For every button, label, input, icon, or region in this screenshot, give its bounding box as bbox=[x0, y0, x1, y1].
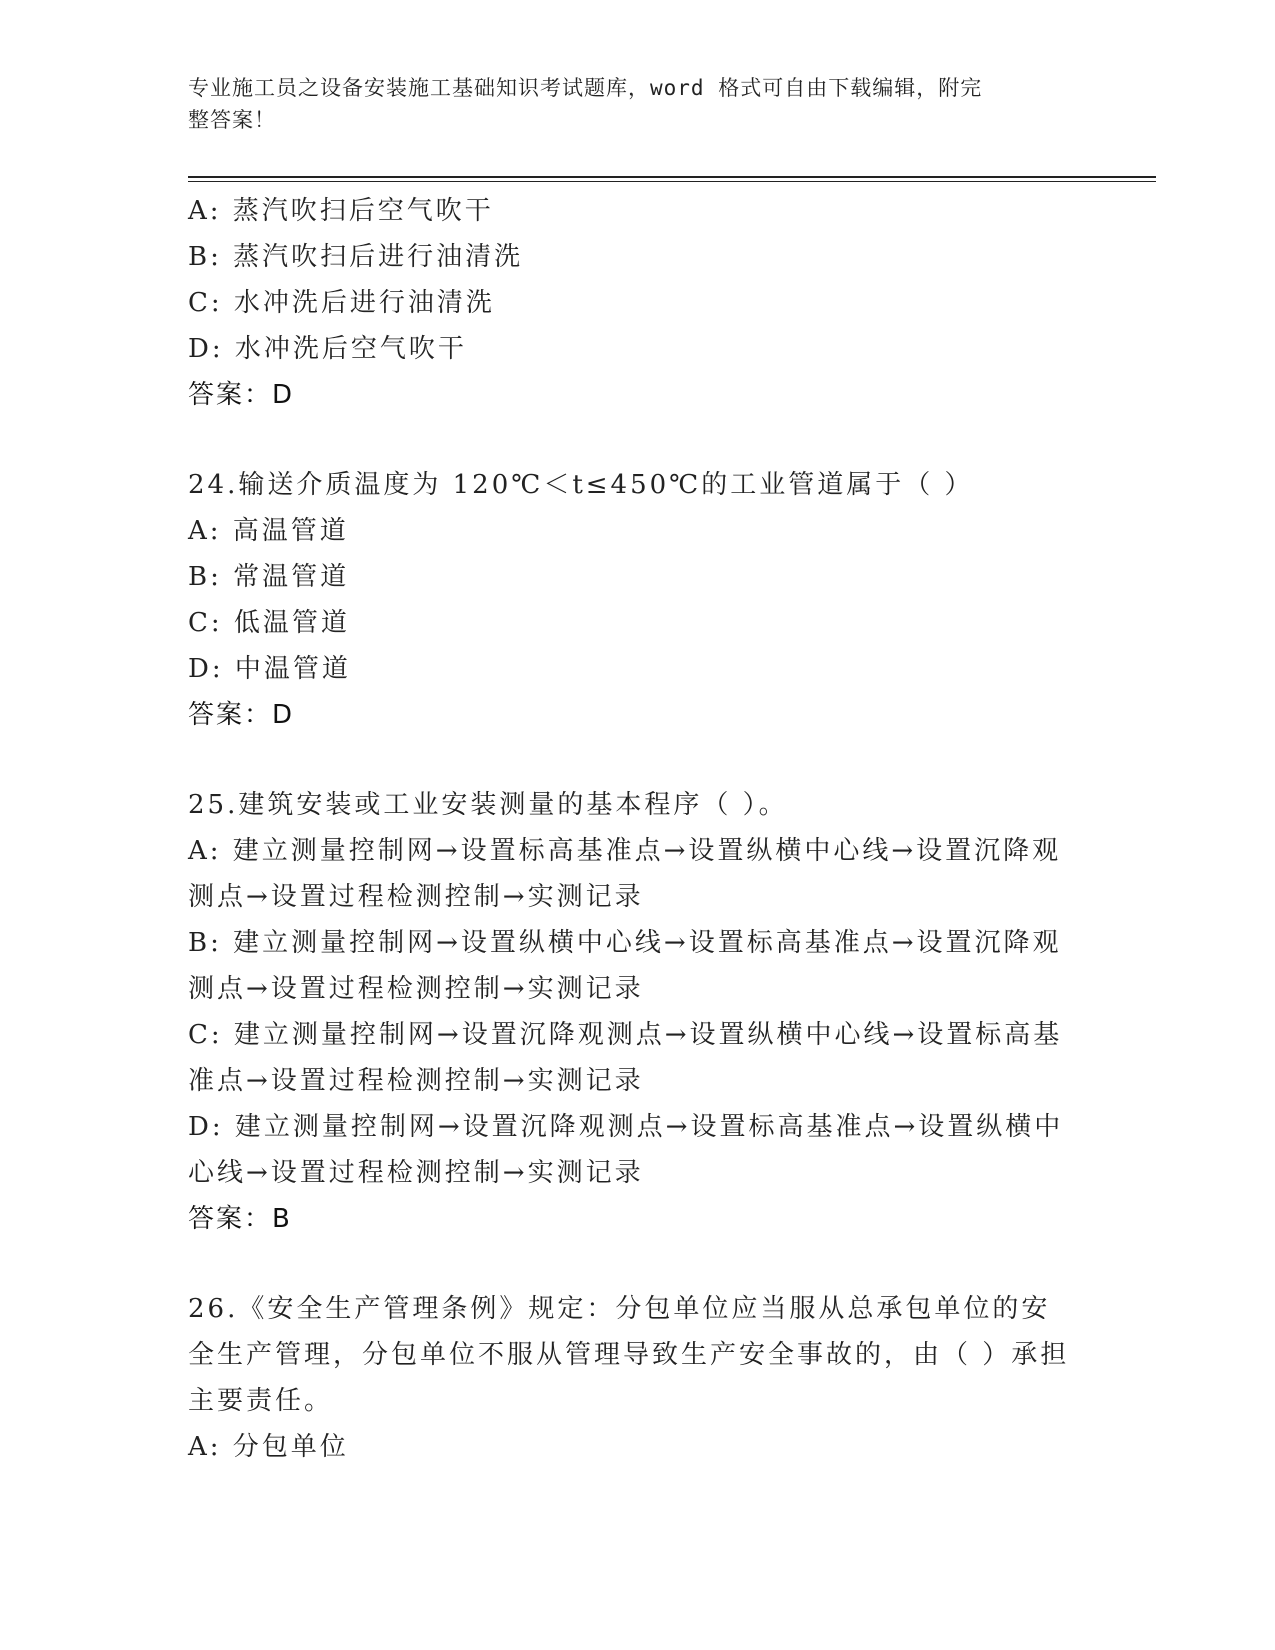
question-content bbox=[188, 188, 1088, 1470]
question-stem: 24.输送介质温度为 120℃＜t≤450℃的工业管道属于（ ） bbox=[188, 470, 974, 500]
question-stem: 25.建筑安装或工业安装测量的基本程序（ ）。 bbox=[188, 790, 788, 820]
spacer bbox=[188, 418, 1088, 462]
header-line-1: 专业施工员之设备安装施工基础知识考试题库，word 格式可自由下载编辑，附完 bbox=[188, 76, 983, 100]
option-a: A: 蒸汽吹扫后空气吹干 bbox=[188, 196, 494, 226]
option-c: C: 建立测量控制网→设置沉降观测点→设置纵横中心线→设置标高基准点→设置过程检测控制→实测记录 bbox=[188, 1020, 1063, 1096]
spacer bbox=[188, 738, 1088, 782]
header-divider-thick bbox=[188, 176, 1156, 178]
option-d: D: 中温管道 bbox=[188, 654, 351, 684]
option-b: B: 蒸汽吹扫后进行油清洗 bbox=[188, 242, 524, 272]
option-d: D: 建立测量控制网→设置沉降观测点→设置标高基准点→设置纵横中心线→设置过程检测控制→实测记录 bbox=[188, 1112, 1064, 1188]
spacer bbox=[188, 1242, 1088, 1286]
question-block-26 bbox=[188, 1286, 1088, 1470]
answer-line: 答案：D bbox=[188, 700, 295, 730]
option-a: A: 高温管道 bbox=[188, 516, 349, 546]
header-divider-thin bbox=[188, 181, 1156, 182]
option-d: D: 水冲洗后空气吹干 bbox=[188, 334, 467, 364]
option-b: B: 常温管道 bbox=[188, 562, 350, 592]
option-a: A: 建立测量控制网→设置标高基准点→设置纵横中心线→设置沉降观测点→设置过程检测控制→实测记录 bbox=[188, 836, 1062, 912]
option-c: C: 低温管道 bbox=[188, 608, 350, 638]
question-block-25 bbox=[188, 782, 1088, 1242]
answer-line: 答案：B bbox=[188, 1204, 292, 1234]
option-a: A: 分包单位 bbox=[188, 1432, 349, 1462]
question-block-23 bbox=[188, 188, 1088, 418]
question-stem: 26.《安全生产管理条例》规定：分包单位应当服从总承包单位的安全生产管理，分包单位不服从管理导致生产安全事故的，由（ ）承担主要责任。 bbox=[188, 1294, 1070, 1416]
option-c: C: 水冲洗后进行油清洗 bbox=[188, 288, 495, 318]
answer-line: 答案：D bbox=[188, 380, 295, 410]
header-line-2: 整答案！ bbox=[188, 108, 276, 132]
option-b: B: 建立测量控制网→设置纵横中心线→设置标高基准点→设置沉降观测点→设置过程检测控制→实测记录 bbox=[188, 928, 1062, 1004]
document-header bbox=[188, 72, 1068, 136]
question-block-24 bbox=[188, 462, 1088, 738]
